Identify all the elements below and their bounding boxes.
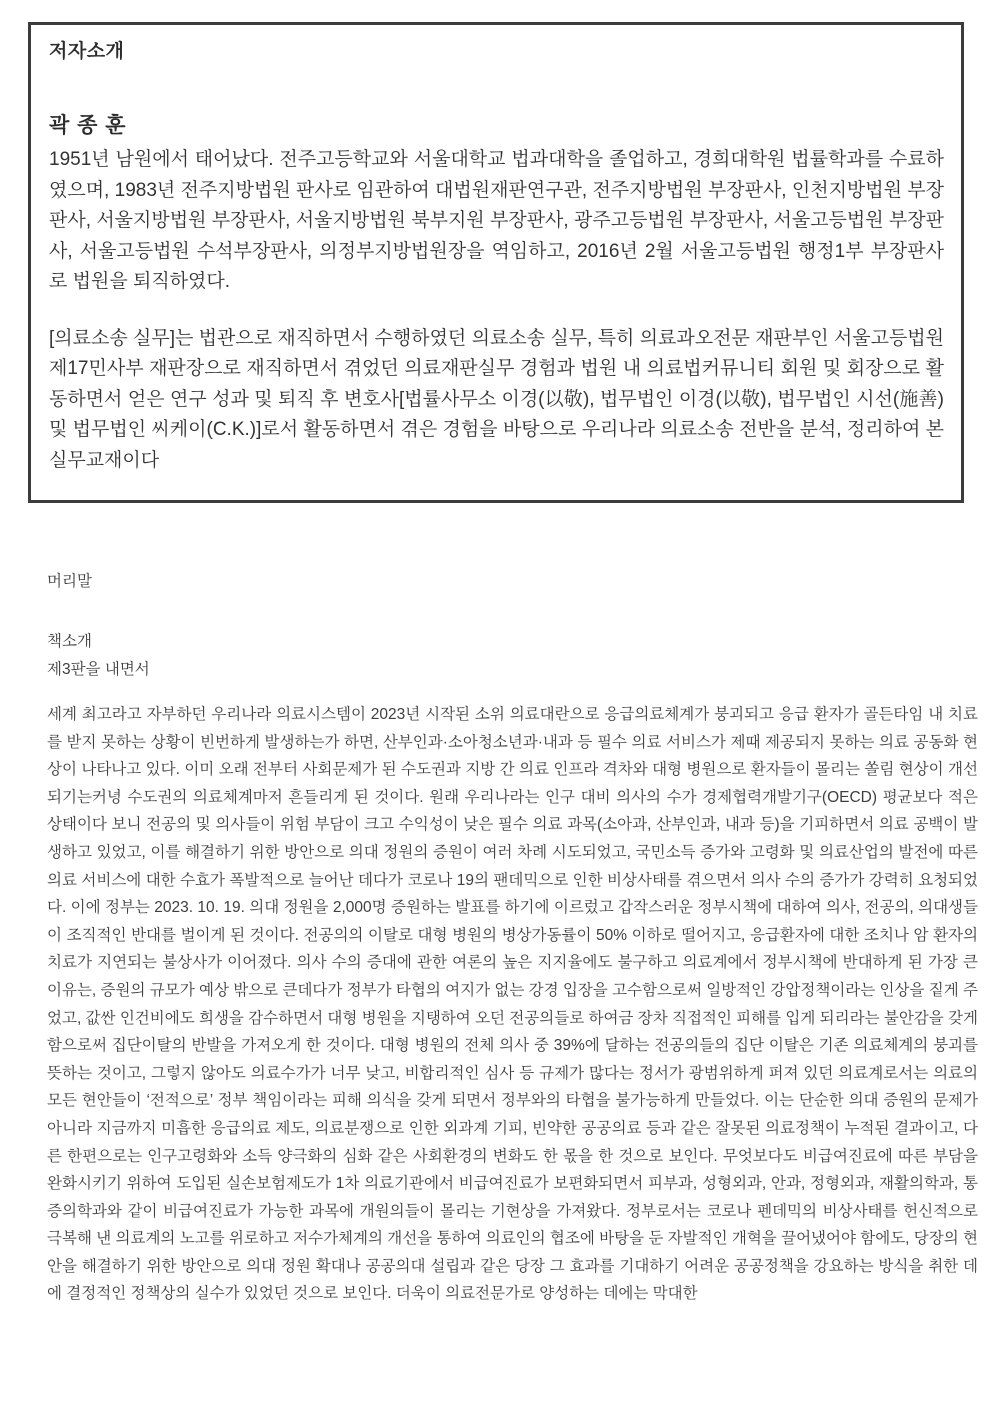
author-name: 곽 종 훈 <box>49 114 127 137</box>
author-bio-paragraph: 1951년 남원에서 태어났다. 전주고등학교와 서울대학교 법과대학을 졸업하고, 경희대학원 법률학과를 수료하였으며, 1983년 전주지방법원 판사로 임관하여 대법원재판연구관, 전주지방법원 부장판사, 인천지방법원 부장판사, 서울지방법원 부장판사, 서울지방법원 북부지원 부장판사, 광주고등법원 부장판사, 서울고등법원 부장판사, 서울고등법원 수석부장판사, 의정부지방법원장을 역임하고, 2016년 2월 서울고등법원 행정1부 부장판사로 법원을 퇴직하였다. <box>49 149 944 292</box>
author-intro-box <box>28 22 964 503</box>
book-intro-label: 책소개 <box>47 633 92 650</box>
edition-note: 제3판을 내면서 <box>47 661 150 678</box>
preface-heading: 머리말 <box>47 573 92 590</box>
book-description-paragraph: [의료소송 실무]는 법관으로 재직하면서 수행하였던 의료소송 실무, 특히 의료과오전문 재판부인 서울고등법원 제17민사부 재판장으로 재직하면서 겪었던 의료재판실무 경험과 법원 내 의료법커뮤니티 회원 및 회장으로 활동하면서 얻은 연구 성과 및 퇴직 후 변호사[법률사무소 이경(以敬), 법무법인 이경(以敬), 법무법인 시선(施善) 및 법무법인 씨케이(C.K.)]로서 활동하면서 겪은 경험을 바탕으로 우리나라 의료소송 전반을 분석, 정리하여 본 실무교재이다 <box>49 327 944 471</box>
author-section-title: 저자소개 <box>49 41 125 62</box>
preface-body-paragraph: 세계 최고라고 자부하던 우리나라 의료시스템이 2023년 시작된 소위 의료대란으로 응급의료체계가 붕괴되고 응급 환자가 골든타임 내 치료를 받지 못하는 상황이 빈번하게 발생하는가 하면, 산부인과·소아청소년과·내과 등 필수 의료 서비스가 제때 제공되지 못하는 의료 공동화 현상이 나타나고 있다. 이미 오래 전부터 사회문제가 된 수도권과 지방 간 의료 인프라 격차와 대형 병원으로 환자들이 몰리는 쏠림 현상이 개선되기는커녕 수도권의 의료체계마저 흔들리게 된 것이다. 원래 우리나라는 인구 대비 의사의 수가 경제협력개발기구(OECD) 평균보다 적은 상태이다 보니 전공의 및 의사들이 위험 부담이 크고 수익성이 낮은 필수 의료 과목(소아과, 산부인과, 내과 등)을 기피하면서 의료 공백이 발생하고 있었고, 이를 해결하기 위한 방안으로 의대 정원의 증원이 여러 차례 시도되었고, 국민소득 증가와 고령화 및 의료산업의 발전에 따른 의료 서비스에 대한 수효가 폭발적으로 늘어난 데다가 코로나 19의 팬데믹으로 인한 비상사태를 겪으면서 의사 수의 증가가 강력히 요청되었다. 이에 정부는 2023. 10. 19. 의대 정원을 2,000명 증원하는 발표를 하기에 이르렀고 갑작스러운 정부시책에 대하여 의사, 전공의, 의대생들이 조직적인 반대를 벌이게 된 것이다. 전공의의 이탈로 대형 병원의 병상가동률이 50% 이하로 떨어지고, 응급환자에 대한 조치나 암 환자의 치료가 지연되는 불상사가 이어졌다. 의사 수의 증대에 관한 여론의 높은 지지율에도 불구하고 의료계에서 정부시책에 반대하게 된 가장 큰 이유는, 증원의 규모가 예상 밖으로 큰데다가 정부가 타협의 여지가 없는 강경 입장을 고수함으로써 일방적인 강압정책이라는 인상을 짙게 주었고, 값싼 인건비에도 희생을 감수하면서 대형 병원을 지탱하여 오던 전공의들로 하여금 장차 직접적인 피해를 입게 되리라는 불안감을 갖게 함으로써 집단이탈의 반발을 가져오게 한 것이다. 대형 병원의 전체 의사 중 39%에 달하는 전공의들의 집단 이탈은 기존 의료체계의 붕괴를 뜻하는 것이고, 그렇지 않아도 의료수가가 너무 낮고, 비합리적인 심사 등 규제가 많다는 정서가 광범위하게 퍼져 있던 의료계로서는 의료의 모든 현안들이 ‘전적으로’ 정부 책임이라는 피해 의식을 갖게 되면서 정부와의 타협을 불가능하게 만들었다. 이는 단순한 의대 증원의 문제가 아니라 지금까지 미흡한 응급의료 제도, 의료분쟁으로 인한 외과계 기피, 빈약한 공공의료 등과 같은 잘못된 의료정책이 누적된 결과이고, 다른 한편으로는 인구고령화와 소득 양극화의 심화 같은 사회환경의 변화도 한 몫을 한 것으로 보인다. 무엇보다도 비급여진료에 따른 부담을 완화시키기 위하여 도입된 실손보험제도가 1차 의료기관에서 비급여진료가 보편화되면서 피부과, 성형외과, 안과, 정형외과, 재활의학과, 통증의학과와 같이 비급여진료가 가능한 과목에 개원의들이 몰리는 기현상을 가져왔다. 정부로서는 코로나 펜데믹의 비상사태를 헌신적으로 극복해 낸 의료계의 노고를 위로하고 저수가체계의 개선을 통하여 의료인의 협조에 바탕을 둔 자발적인 개혁을 끌어냈어야 함에도, 당장의 현안을 해결하기 위한 방안으로 의대 정원 확대나 공공의대 설립과 같은 당장 그 효과를 기대하기 어려운 공공정책을 강요하는 방식을 취한 데에 결정적인 정책상의 실수가 있었던 것으로 보인다. 더욱이 의료전문가로 양성하는 데에는 막대한 <box>47 706 978 1303</box>
